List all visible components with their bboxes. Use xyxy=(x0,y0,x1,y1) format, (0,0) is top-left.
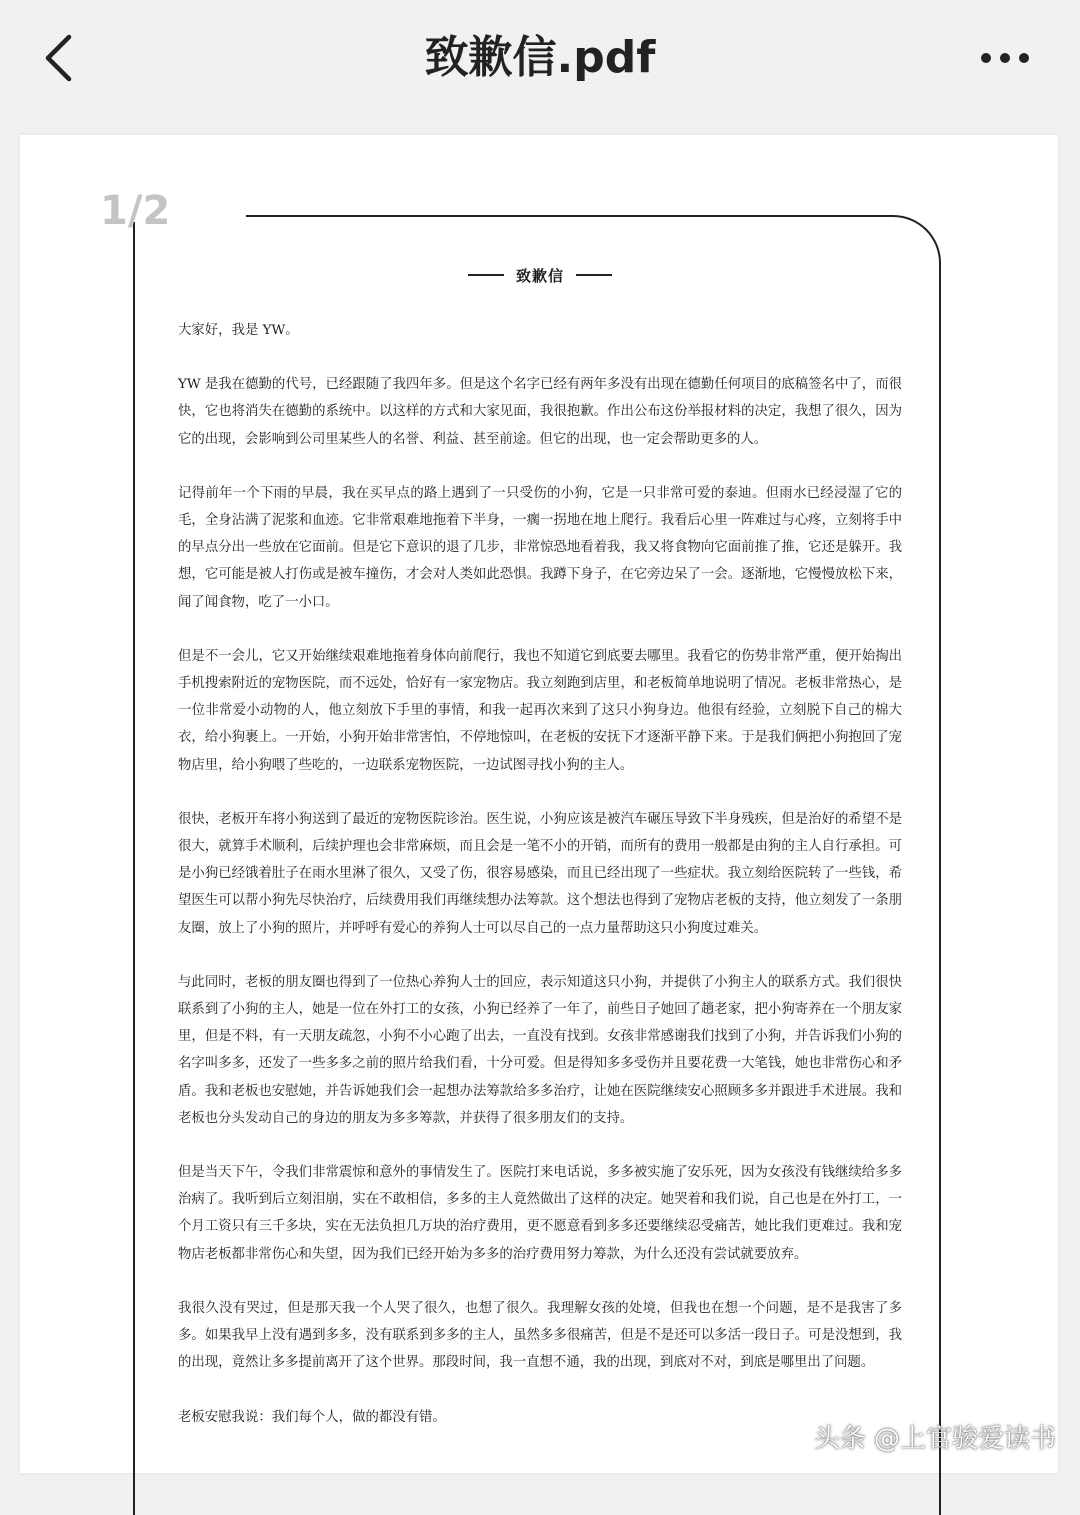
page-indicator: 1/2 xyxy=(100,188,171,234)
paragraph-greeting: 大家好，我是 YW。 xyxy=(178,323,299,338)
file-title: 致歉信.pdf xyxy=(424,32,656,83)
paragraph: 但是不一会儿，它又开始继续艰难地拖着身体向前爬行，我也不知道它到底要去哪里。我看它的伤势非常严重，便开始掏出手机搜索附近的宠物医院，而不远处，恰好有一家宠物店。我立刻跑到店里，和老板简单地说明了情况。老板非常热心，是一位非常爱小动物的人，他立刻放下手里的事情，和我一起再次来到了这只小狗身边。他很有经验，立刻脱下自己的棉大衣，给小狗裹上。一开始，小狗开始非常害怕，不停地惊叫，在老板的安抚下才逐渐平静下来。于是我们俩把小狗抱回了宠物店里，给小狗喂了些吃的，一边联系宠物医院，一边试图寻找小狗的主人。 xyxy=(178,648,902,773)
paragraph: 与此同时，老板的朋友圈也得到了一位热心养狗人士的回应，表示知道这只小狗，并提供了小狗主人的联系方式。我们很快联系到了小狗的主人，她是一位在外打工的女孩，小狗已经养了一年了，前些日子她回了趟老家，把小狗寄养在一个朋友家里，但是不料，有一天朋友疏忽，小狗不小心跑了出去，一直没有找到。女孩非常感谢我们找到了小狗，并告诉我们小狗的名字叫多多，还发了一些多多之前的照片给我们看，十分可爱。但是得知多多受伤并且要花费一大笔钱，她也非常伤心和矛盾。我和老板也安慰她，并告诉她我们会一起想办法筹款给多多治疗，让她在医院继续安心照顾多多并跟进手术进展。我和老板也分头发动自己的身边的朋友为多多筹款，并获得了很多朋友们的支持。 xyxy=(178,974,902,1126)
document-title: 致歉信 xyxy=(515,266,564,285)
top-bar xyxy=(0,0,1080,115)
paragraph: 但是当天下午，令我们非常震惊和意外的事情发生了。医院打来电话说，多多被实施了安乐死，因为女孩没有钱继续给多多治病了。我听到后立刻泪崩，实在不敢相信，多多的主人竟然做出了这样的决定。她哭着和我们说，自己也是在外打工，一个月工资只有三千多块，实在无法负担几万块的治疗费用，更不愿意看到多多还要继续忍受痛苦，她比我们更难过。我和宠物店老板都非常伤心和失望，因为我们已经开始为多多的治疗费用努力筹款，为什么还没有尝试就要放弃。 xyxy=(178,1165,902,1262)
paragraph: 很快，老板开车将小狗送到了最近的宠物医院诊治。医生说，小狗应该是被汽车碾压导致下半身残疾，但是治好的希望不是很大，就算手术顺利，后续护理也会非常麻烦，而且会是一笔不小的开销，而所有的费用一般都是由狗的主人自行承担。可是小狗已经饿着肚子在雨水里淋了很久，又受了伤，很容易感染，而且已经出现了一些症状。我立刻给医院转了一些钱，希望医生可以帮小狗先尽快治疗，后续费用我们再继续想办法筹款。这个想法也得到了宠物店老板的支持，他立刻发了一条朋友圈，放上了小狗的照片，并呼呼有爱心的养狗人士可以尽自己的一点力量帮助这只小狗度过难关。 xyxy=(178,811,902,936)
paragraph: 我很久没有哭过，但是那天我一个人哭了很久，也想了很久。我理解女孩的处境，但我也在想一个问题，是不是我害了多多。如果我早上没有遇到多多，没有联系到多多的主人，虽然多多很痛苦，但是不是还可以多活一段日子。可是没想到，我的出现，竟然让多多提前离开了这个世界。那段时间，我一直想不通，我的出现，到底对不对，到底是哪里出了问题。 xyxy=(178,1300,902,1371)
paragraph: 老板安慰我说：我们每个人，做的都没有错。 xyxy=(178,1409,446,1425)
title-rule-right xyxy=(576,274,612,276)
paragraph: YW 是我在德勤的代号，已经跟随了我四年多。但是这个名字已经有两年多没有出现在德勤任何项目的底稿签名中了，而很快，它也将消失在德勤的系统中。以这样的方式和大家见面，我很抱歉。作出公布这份举报材料的决定，我想了很久，因为它的出现，会影响到公司里某些人的名誉、利益、甚至前途。但它的出现，也一定会帮助更多的人。 xyxy=(178,377,902,447)
more-button[interactable] xyxy=(970,30,1040,86)
title-rule-left xyxy=(468,274,504,276)
document-title-row xyxy=(178,255,902,295)
watermark: 头条 @上官骏爱读书 xyxy=(813,1424,1056,1454)
document-content xyxy=(178,255,902,1458)
paragraph: 记得前年一个下雨的早晨，我在买早点的路上遇到了一只受伤的小狗，它是一只非常可爱的泰迪。但雨水已经浸湿了它的毛，全身沾满了泥浆和血迹。它非常艰难地拖着下半身，一瘸一拐地在地上爬行。我看后心里一阵难过与心疼，立刻将手中的早点分出一些放在它面前。但是它下意识的退了几步，非常惊恐地看着我，我又将食物向它面前推了推，它还是躲开。我想，它可能是被人打伤或是被车撞伤，才会对人类如此恐惧。我蹲下身子，在它旁边呆了一会。逐渐地，它慢慢放松下来，闻了闻食物，吃了一小口。 xyxy=(178,485,902,610)
more-dots-icon xyxy=(980,51,1030,65)
